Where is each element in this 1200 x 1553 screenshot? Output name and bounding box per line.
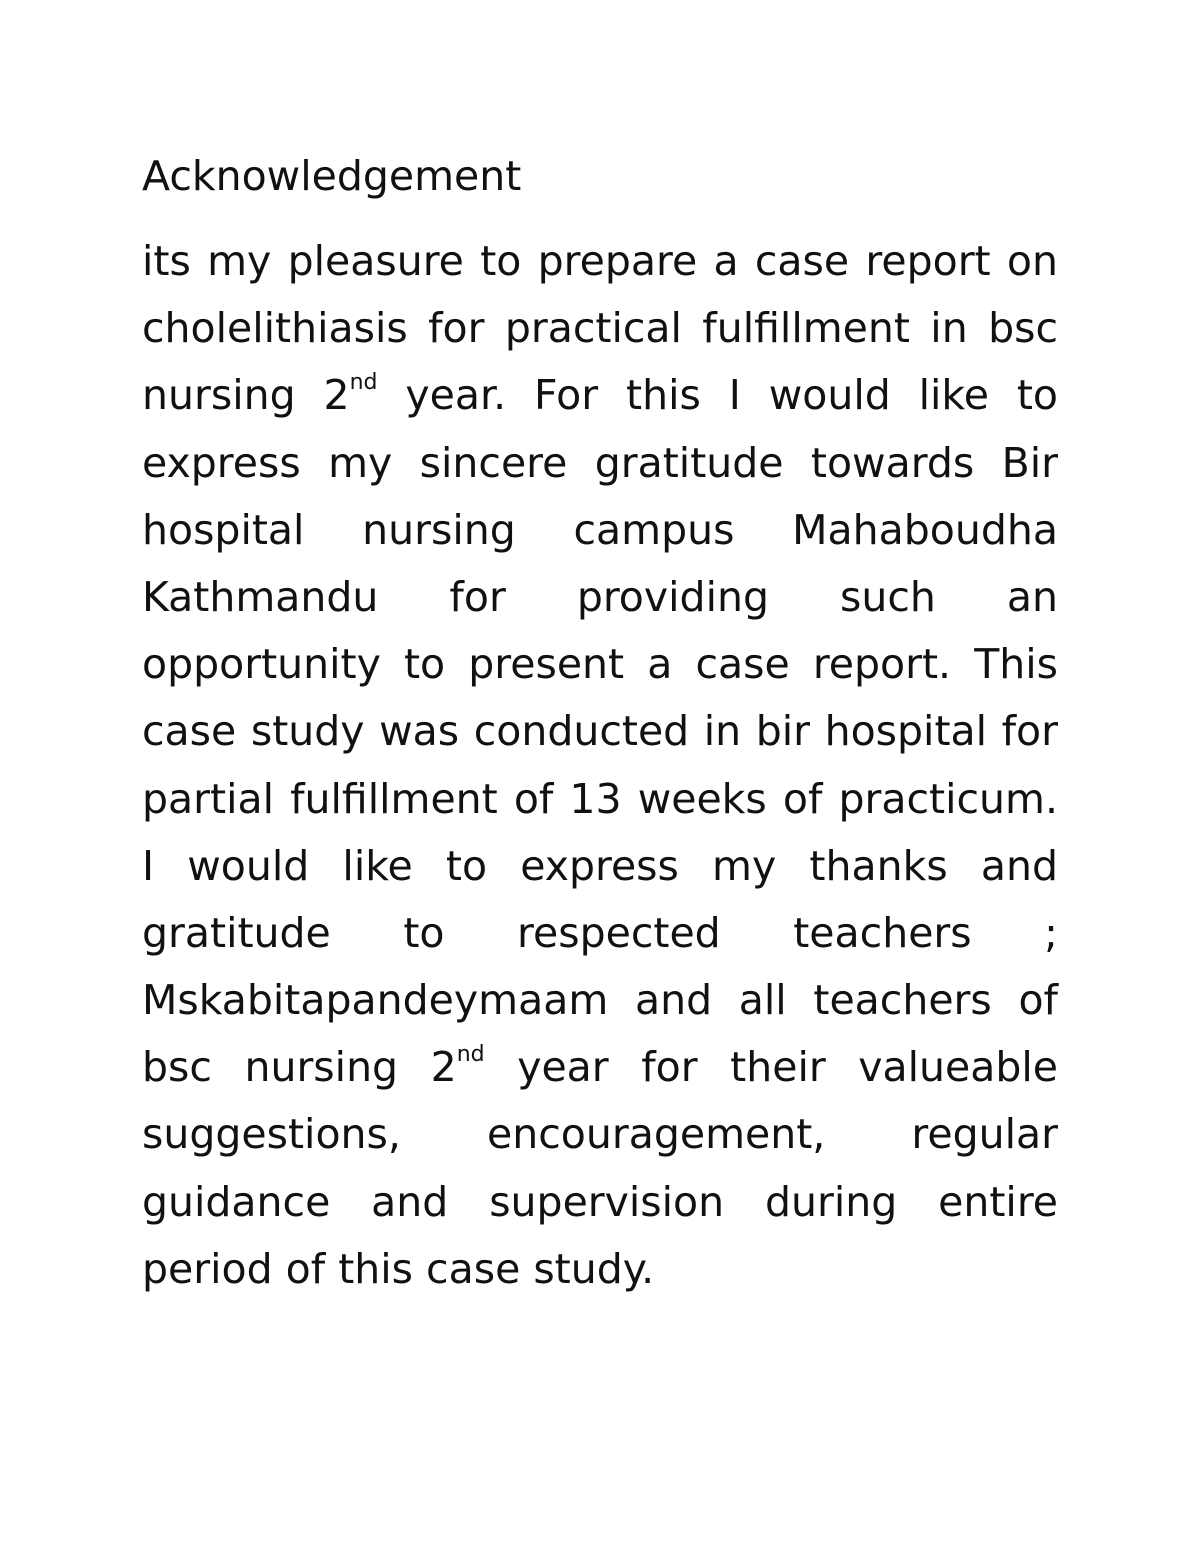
- paragraph-line: gratitude to respected teachers ;: [142, 908, 1058, 957]
- paragraph-line: case study was conducted in bir hospital for: [142, 707, 1058, 756]
- paragraph-line: period of this case study.: [142, 1244, 655, 1293]
- paragraph-line: cholelithiasis for practical fulfillment in bsc: [142, 304, 1058, 353]
- ordinal-superscript: nd: [456, 1042, 485, 1068]
- paragraph-line: partial fulfillment of 13 weeks of practicum.: [142, 774, 1058, 823]
- paragraph-line: express my sincere gratitude towards Bir: [142, 438, 1058, 487]
- paragraph-line: hospital nursing campus Mahaboudha: [142, 505, 1058, 554]
- paragraph-line: suggestions, encouragement, regular: [142, 1110, 1058, 1159]
- paragraph-line: its my pleasure to prepare a case report on: [142, 237, 1058, 285]
- paragraph-line: Kathmandu for providing such an: [142, 572, 1058, 621]
- page-title: Acknowledgement: [142, 152, 522, 200]
- paragraph-line: nursing 2nd year. For this I would like to: [142, 370, 1058, 420]
- paragraph-line: guidance and supervision during entire: [142, 1177, 1058, 1226]
- ordinal-superscript: nd: [349, 370, 378, 396]
- paragraph-line: Mskabitapandeymaam and all teachers of: [142, 976, 1058, 1025]
- paragraph-line: opportunity to present a case report. This: [142, 640, 1058, 689]
- acknowledgement-paragraph: [142, 228, 1058, 1303]
- paragraph-line: I would like to express my thanks and: [142, 841, 1058, 890]
- paragraph-line: bsc nursing 2nd year for their valueable: [142, 1042, 1058, 1092]
